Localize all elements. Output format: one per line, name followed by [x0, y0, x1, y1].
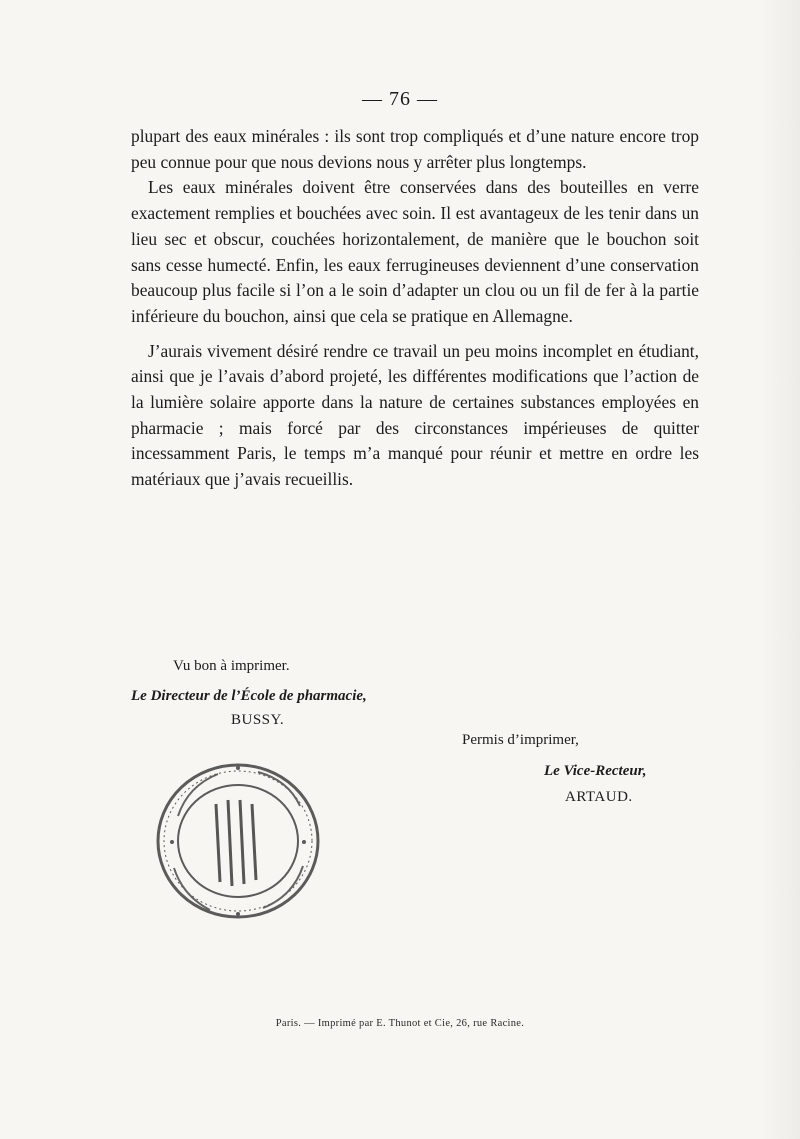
paragraph-3: J’aurais vivement désiré rendre ce travail un peu moins incomplet en étudiant, ainsi que je l’avais d’abord projeté, les différentes modifications que l’action de la lumière solaire apporte dans la nature de certaines substances employées en pharmacie ; mais forcé par des circonstances impérieuses de quitter incessamment Paris, le temps m’a manqué pour réunir et mettre en ordre les matériaux que j’avais recueillis. — [131, 340, 699, 490]
library-stamp-icon — [148, 756, 328, 926]
approval-permis: Permis d’imprimer, — [462, 732, 579, 748]
approval-vu: Vu bon à imprimer. — [173, 658, 290, 674]
page-number: — 76 — — [362, 88, 438, 110]
approval-director-name: BUSSY. — [231, 712, 285, 728]
approval-director-title: Le Directeur de l’École de pharmacie, — [131, 688, 367, 704]
body-text — [131, 124, 699, 493]
printer-imprint: Paris. — Imprimé par E. Thunot et Cie, 26, rue Racine. — [275, 1018, 525, 1029]
paragraph-2: Les eaux minérales doivent être conservées dans des bouteilles en verre exactement remplies et bouchées avec soin. Il est avantageux de les tenir dans un lieu sec et obscur, couchées horizontalement, de manière que le bouchon soit sans cesse humecté. Enfin, les eaux ferrugineuses deviennent d’une conservation beaucoup plus facile si l’on a le soin d’adapter un clou ou un fil de fer à la partie inférieure du bouchon, ainsi que cela se pratique en Allemagne. — [131, 177, 699, 326]
approval-right — [462, 730, 702, 808]
approval-vice-recteur-name: ARTAUD. — [565, 789, 633, 805]
paragraph-1: plupart des eaux minérales : ils sont trop compliqués et d’une nature encore trop peu connue pour que nous devions nous y arrêter plus longtemps. — [131, 126, 699, 172]
approval-left — [131, 656, 391, 731]
page-edge-shadow — [760, 0, 800, 1139]
approval-vice-recteur-title: Le Vice-Recteur, — [544, 763, 647, 779]
